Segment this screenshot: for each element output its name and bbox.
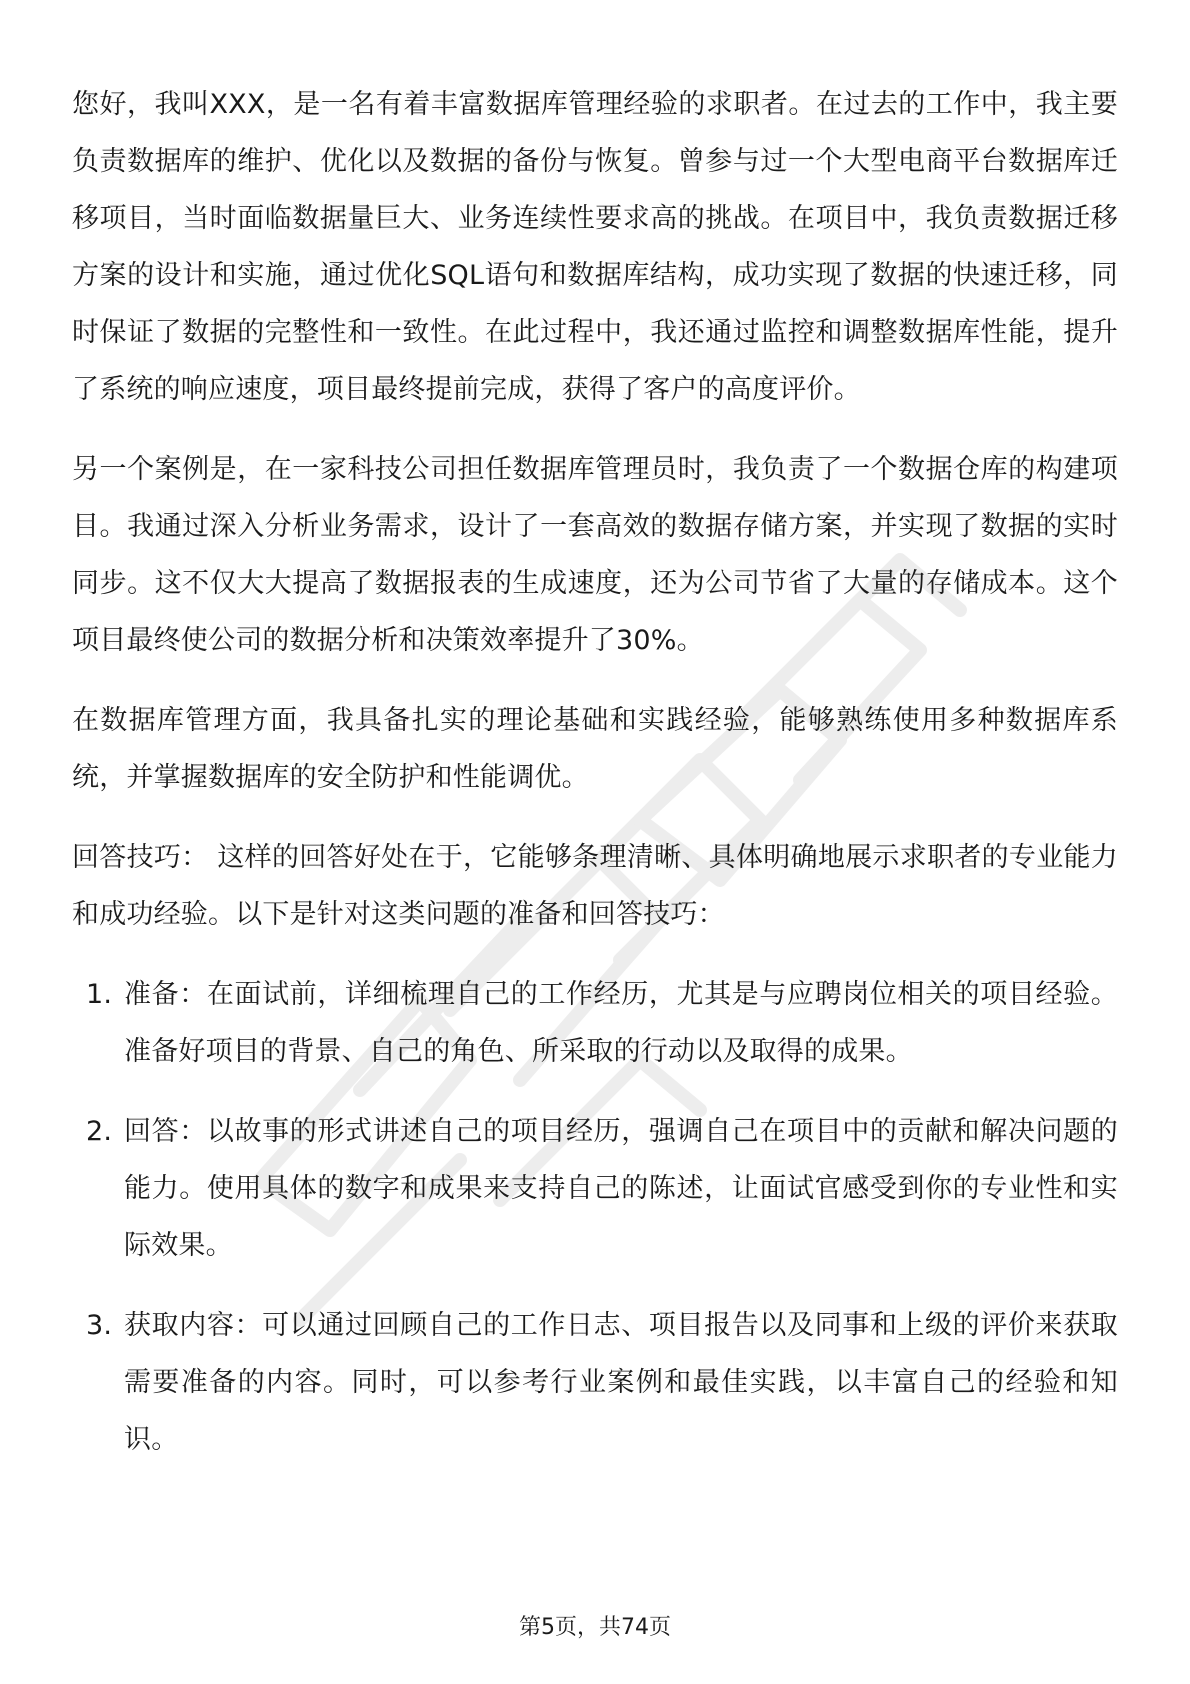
document-body [72,76,1118,1491]
list-item [72,1297,1118,1468]
list-item [72,1103,1118,1274]
list-text: 准备：在面试前，详细梳理自己的工作经历，尤其是与应聘岗位相关的项目经验。准备好项目的背景、自己的角色、所采取的行动以及取得的成果。 [124,979,1118,1067]
list-item [72,966,1118,1080]
paragraph-skills: 在数据库管理方面，我具备扎实的理论基础和实践经验，能够熟练使用多种数据库系统，并掌握数据库的安全防护和性能调优。 [72,705,1118,793]
page-footer: 第5页，共74页 [519,1615,671,1640]
list-text: 获取内容：可以通过回顾自己的工作日志、项目报告以及同事和上级的评价来获取需要准备的内容。同时，可以参考行业案例和最佳实践，以丰富自己的经验和知识。 [124,1310,1118,1455]
list-number: 2. [86,1116,113,1147]
tips-list [72,966,1118,1468]
paragraph-case-two: 另一个案例是，在一家科技公司担任数据库管理员时，我负责了一个数据仓库的构建项目。我通过深入分析业务需求，设计了一套高效的数据存储方案，并实现了数据的实时同步。这不仅大大提高了数据报表的生成速度，还为公司节省了大量的存储成本。这个项目最终使公司的数据分析和决策效率提升了30%。 [72,454,1118,656]
paragraph-intro: 您好，我叫XXX，是一名有着丰富数据库管理经验的求职者。在过去的工作中，我主要负责数据库的维护、优化以及数据的备份与恢复。曾参与过一个大型电商平台数据库迁移项目，当时面临数据量巨大、业务连续性要求高的挑战。在项目中，我负责数据迁移方案的设计和实施，通过优化SQL语句和数据库结构，成功实现了数据的快速迁移，同时保证了数据的完整性和一致性。在此过程中，我还通过监控和调整数据库性能，提升了系统的响应速度，项目最终提前完成，获得了客户的高度评价。 [72,89,1118,405]
list-number: 1. [86,979,113,1010]
list-number: 3. [86,1310,113,1341]
paragraph-tips-intro: 回答技巧： 这样的回答好处在于，它能够条理清晰、具体明确地展示求职者的专业能力和成功经验。以下是针对这类问题的准备和回答技巧： [72,842,1118,930]
list-text: 回答：以故事的形式讲述自己的项目经历，强调自己在项目中的贡献和解决问题的能力。使用具体的数字和成果来支持自己的陈述，让面试官感受到你的专业性和实际效果。 [124,1116,1118,1261]
